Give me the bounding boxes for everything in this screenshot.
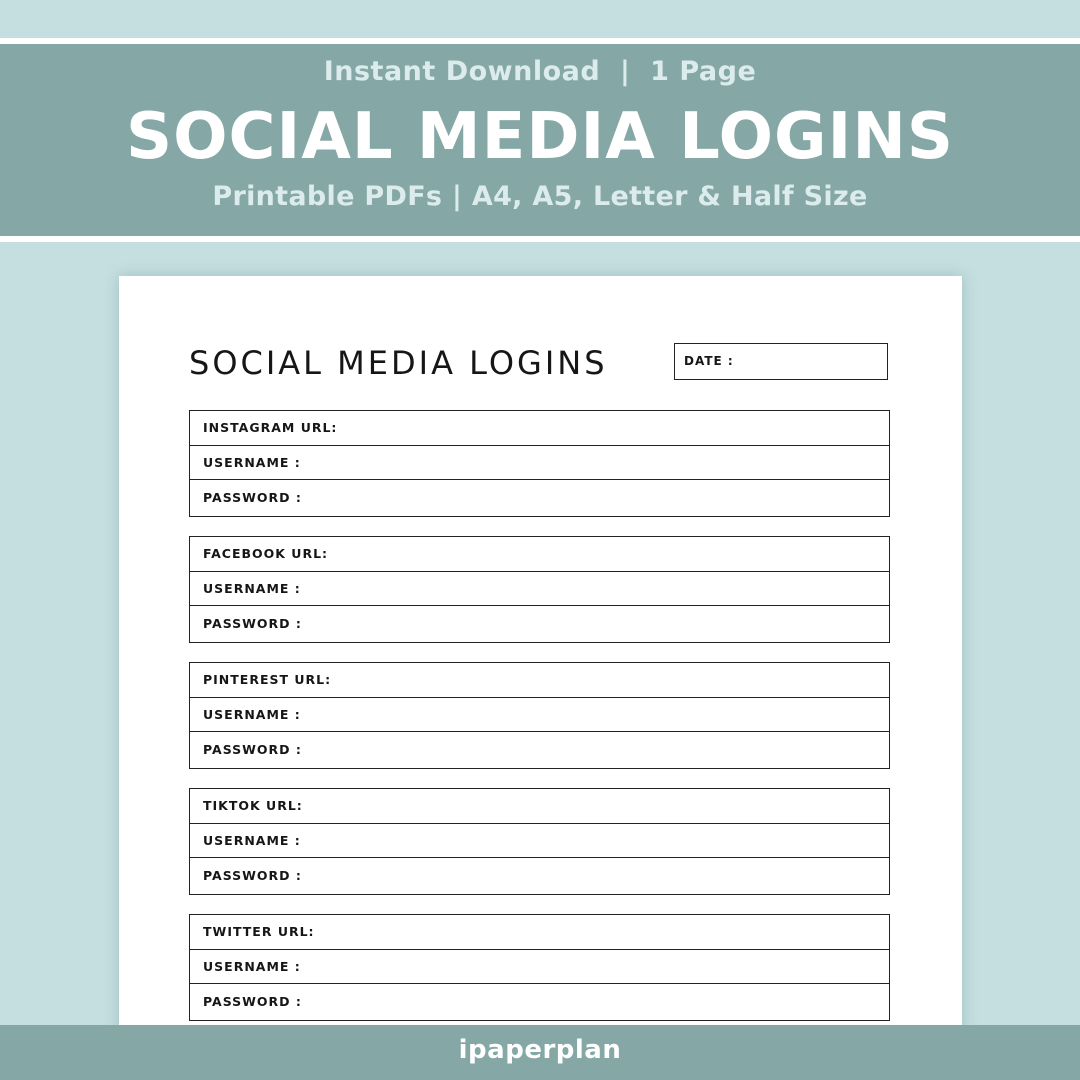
footer-bar: [0, 1025, 1080, 1080]
banner-title: SOCIAL MEDIA LOGINS: [126, 100, 954, 174]
url-label: PINTEREST URL:: [203, 672, 332, 688]
date-label: DATE :: [684, 354, 734, 368]
pinterest-login-block: [189, 662, 890, 769]
username-label: USERNAME :: [203, 706, 301, 722]
url-label: TIKTOK URL:: [203, 798, 303, 814]
url-label: FACEBOOK URL:: [203, 546, 329, 562]
url-row[interactable]: [190, 537, 889, 572]
banner-divider-bottom: [0, 236, 1080, 242]
password-label: PASSWORD :: [203, 867, 302, 883]
password-label: PASSWORD :: [203, 489, 302, 505]
printable-sheet: [119, 276, 962, 1036]
username-label: USERNAME :: [203, 958, 301, 974]
username-row[interactable]: [190, 446, 889, 481]
url-row[interactable]: [190, 663, 889, 698]
username-label: USERNAME :: [203, 580, 301, 596]
url-row[interactable]: [190, 915, 889, 950]
password-label: PASSWORD :: [203, 993, 302, 1009]
password-row[interactable]: [190, 732, 889, 767]
url-row[interactable]: [190, 411, 889, 446]
banner-formats: Printable PDFs | A4, A5, Letter & Half Size: [212, 181, 868, 212]
password-label: PASSWORD :: [203, 741, 302, 757]
password-row[interactable]: [190, 858, 889, 893]
url-label: INSTAGRAM URL:: [203, 420, 338, 436]
username-label: USERNAME :: [203, 832, 301, 848]
username-row[interactable]: [190, 824, 889, 859]
tiktok-login-block: [189, 788, 890, 895]
sheet-title: SOCIAL MEDIA LOGINS: [189, 344, 608, 382]
username-label: USERNAME :: [203, 454, 301, 470]
url-label: TWITTER URL:: [203, 924, 315, 940]
password-label: PASSWORD :: [203, 615, 302, 631]
username-row[interactable]: [190, 572, 889, 607]
username-row[interactable]: [190, 950, 889, 985]
url-row[interactable]: [190, 789, 889, 824]
username-row[interactable]: [190, 698, 889, 733]
date-field[interactable]: [674, 343, 888, 380]
instagram-login-block: [189, 410, 890, 517]
password-row[interactable]: [190, 984, 889, 1019]
password-row[interactable]: [190, 480, 889, 515]
top-strip: [0, 0, 1080, 38]
banner-subtitle: Instant Download | 1 Page: [323, 56, 757, 87]
twitter-login-block: [189, 914, 890, 1021]
password-row[interactable]: [190, 606, 889, 641]
facebook-login-block: [189, 536, 890, 643]
brand-name: ipaperplan: [458, 1035, 622, 1065]
